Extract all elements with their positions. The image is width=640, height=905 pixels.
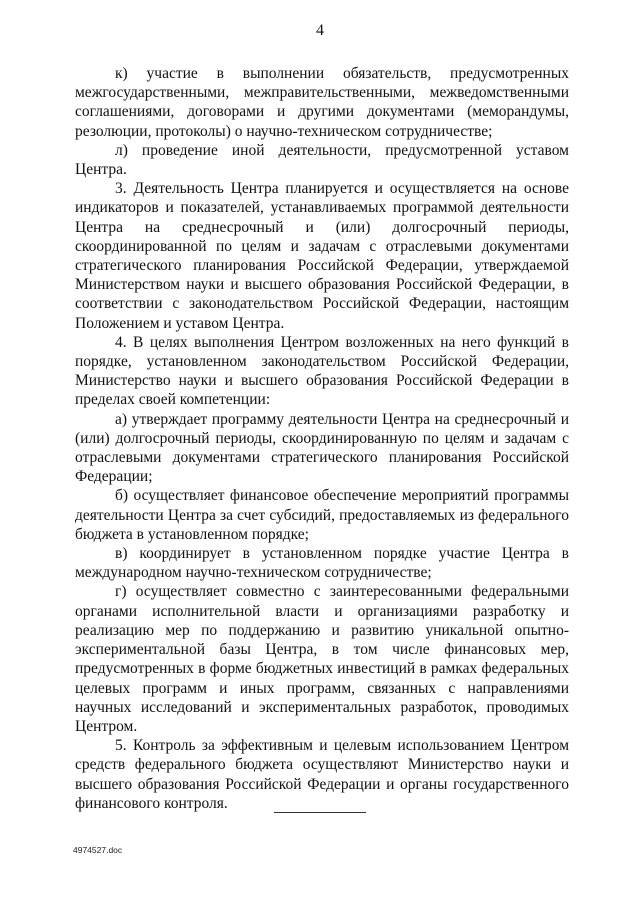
paragraph-4g: г) осуществляет совместно с заинтересованными федеральными органами исполнительной власти и организациями разработку и реализацию мер по поддержанию и развитию уникальной опытно-экспериментальной базы Центра, в том числе финансовых мер, предусмотренных в форме бюджетных инвестиций в рамках федеральных целевых программ и иных программ, связанных с направлениями научных исследований и экспериментальных разработок, проводимых Центром. [75,583,569,735]
paragraph-4v: в) координирует в установленном порядке участие Центра в международном научно-техническом сотрудничестве; [75,545,569,582]
paragraph-4a: а) утверждает программу деятельности Центра на среднесрочный и (или) долгосрочный периоды, скоординированную по целям и задачам с отраслевыми документами стратегического планирования Российской Федерации; [75,410,569,486]
paragraph-4: 4. В целях выполнения Центром возложенных на него функций в порядке, установленном законодательством Российской Федерации, Министерство науки и высшего образования Российской Федерации в пределах своей компетенции: [75,333,569,409]
footer-file-name: 4974527.doc [73,845,123,855]
page-number: 4 [316,22,324,39]
closing-divider [274,812,366,813]
paragraph-3: 3. Деятельность Центра планируется и осуществляется на основе индикаторов и показателей, устанавливаемых программой деятельности Центра на среднесрочный и (или) долгосрочный периоды, скоординированной по целям и задачам с отраслевыми документами стратегического планирования Российской Федерации, утверждаемой Министерством науки и высшего образования Российской Федерации, в соответствии с законодательством Российской Федерации, настоящим Положением и уставом Центра. [75,180,569,332]
paragraph-k: к) участие в выполнении обязательств, предусмотренных межгосударственными, межправительственными, межведомственными соглашениями, договорами и другими документами (меморандумы, резолюции, протоколы) о научно-техническом сотрудничестве; [75,65,569,140]
paragraph-5: 5. Контроль за эффективным и целевым использованием Центром средств федерального бюджета осуществляют Министерство науки и высшего образования Российской Федерации и органы государственного финансового контроля. [75,737,569,812]
paragraph-l: л) проведение иной деятельности, предусмотренной уставом Центра. [75,141,569,179]
paragraph-4b: б) осуществляет финансовое обеспечение мероприятий программы деятельности Центра за счет субсидий, предоставляемых из федерального бюджета в установленном порядке; [75,487,569,543]
document-body [75,64,569,813]
